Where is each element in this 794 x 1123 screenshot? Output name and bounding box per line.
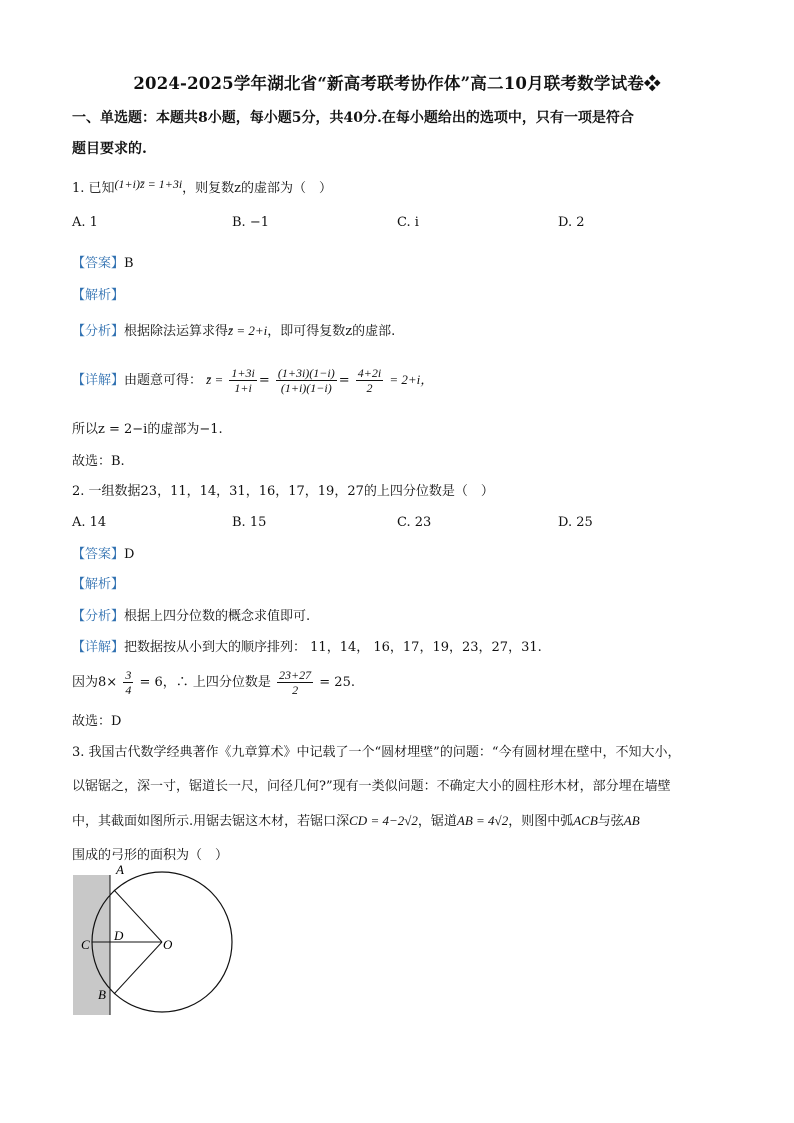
q1-detail-lhs: z̄ = <box>206 372 224 387</box>
q2-fenxi-text: 根据上四分位数的概念求值即可. <box>124 609 311 624</box>
q1-frac2: $\frac{(1+3i)(1-i)}{(1+i)(1-i)}$ <box>277 366 335 395</box>
q2-answer <box>72 547 134 563</box>
q1-conclusion: 所以z = 2−i的虚部为−1. <box>72 422 223 437</box>
q3-line3d: 与弦 <box>597 814 624 829</box>
q2-option-b: B. 15 <box>232 515 267 530</box>
q3-line1: 3. 我国古代数学经典著作《九章算术》中记载了一个“圆材埋壁”的问题：“今有圆材埋在壁中，不知大小， <box>72 745 681 760</box>
q1-fenxi <box>72 323 395 340</box>
q3-line3 <box>72 813 640 830</box>
label-a: A <box>116 862 124 877</box>
q2-calc-b: = 6，∴ 上四分位数是 <box>139 675 271 690</box>
q1-option-b: B. −1 <box>232 215 269 230</box>
q1-answer <box>72 256 134 272</box>
label-o: O <box>163 937 173 952</box>
q3-ab-formula: AB = 4√2 <box>456 813 509 828</box>
q3-cd-formula: CD = 4−2√2 <box>349 813 418 828</box>
label-b: B <box>98 987 106 1002</box>
q2-calc-a: 因为8× <box>72 675 118 690</box>
q3-line3b: ，锯道 <box>417 814 457 829</box>
q3-figure <box>70 862 245 1020</box>
q2-answer-value: D <box>124 547 135 562</box>
q1-detail-a: 由题意可得： <box>124 373 203 388</box>
q1-detail-end: = 2+i， <box>389 372 434 387</box>
q2-calc-frac2: $\frac{23+27}{2}$ <box>279 668 312 697</box>
q2-detail <box>72 640 542 656</box>
q2-analysis-label: 【解析】 <box>72 577 125 592</box>
q1-stem <box>72 177 333 197</box>
q1-choose: 故选：B. <box>72 454 125 469</box>
section-heading-line2: 题目要求的. <box>72 141 147 157</box>
segment-ob <box>114 942 162 994</box>
q2-calc-frac: $\frac{3}{4}$ <box>125 668 132 697</box>
q1-detail: 【详解】由题意可得： z̄ = $\frac{1+3i}{1+i}$ = $\frac{(1+3i)(1-i)}{(1+i)(1-i)}$ = $\frac{4+2i}{2}$ = 2+i， <box>72 366 434 395</box>
q3-line3a: 中，其截面如图所示.用锯去锯这木材，若锯口深 <box>72 814 350 829</box>
q3-chord: AB <box>623 813 640 828</box>
q1-fenxi-formula: z̄ = 2+i <box>228 323 268 338</box>
q1-formula: (1+i)z̄ = 1+3i <box>114 177 183 191</box>
q1-frac1: $\frac{1+3i}{1+i}$ <box>231 366 255 395</box>
xiangjie-label: 【详解】 <box>72 373 125 388</box>
q1-option-a: A. 1 <box>72 215 98 230</box>
q2-stem: 2. 一组数据23，11，14，31，16，17，19，27的上四分位数是（ ） <box>72 484 494 499</box>
q3-line2: 以锯锯之，深一寸，锯道长一尺，问径几何?”现有一类似问题：不确定大小的圆柱形木材，部分埋在墙壁 <box>72 779 671 794</box>
q3-line3c: ，则图中弧 <box>508 814 574 829</box>
q2-calc <box>72 668 355 697</box>
page-title: 2024-2025学年湖北省“新高考联考协作体”高二10月联考数学试卷❖ <box>133 74 661 93</box>
answer-label: 【答案】 <box>72 256 125 271</box>
q2-detail-text: 把数据按从小到大的顺序排列： 11，14， 16，17，19，23，27，31. <box>124 640 542 655</box>
fenxi-label: 【分析】 <box>72 609 125 624</box>
q2-option-c: C. 23 <box>397 515 432 530</box>
label-d: D <box>114 928 124 943</box>
label-c: C <box>81 937 90 952</box>
q3-arc: ACB <box>573 813 598 828</box>
section-heading-line1: 一、单选题：本题共8小题，每小题5分，共40分.在每小题给出的选项中，只有一项是符合 <box>72 110 634 126</box>
fenxi-label: 【分析】 <box>72 324 125 339</box>
q2-option-d: D. 25 <box>558 515 593 530</box>
q1-option-d: D. 2 <box>558 215 585 230</box>
q3-line4: 围成的弓形的面积为（ ） <box>72 848 229 863</box>
q1-frac3: $\frac{4+2i}{2}$ <box>357 366 382 395</box>
q2-option-a: A. 14 <box>72 515 107 530</box>
q1-fenxi-a: 根据除法运算求得 <box>124 324 229 339</box>
q2-choose: 故选：D <box>72 714 122 729</box>
q2-calc-c: = 25. <box>319 675 355 690</box>
q1-answer-value: B <box>124 256 134 271</box>
answer-label: 【答案】 <box>72 547 125 562</box>
q1-fenxi-b: ，即可得复数z的虚部. <box>267 324 396 339</box>
q1-analysis-label: 【解析】 <box>72 288 125 303</box>
q1-prefix: 1. 已知 <box>72 181 115 196</box>
q1-suffix: ，则复数z的虚部为（ ） <box>182 181 333 196</box>
q1-option-c: C. i <box>397 215 419 230</box>
q2-fenxi <box>72 609 310 625</box>
xiangjie-label: 【详解】 <box>72 640 125 655</box>
